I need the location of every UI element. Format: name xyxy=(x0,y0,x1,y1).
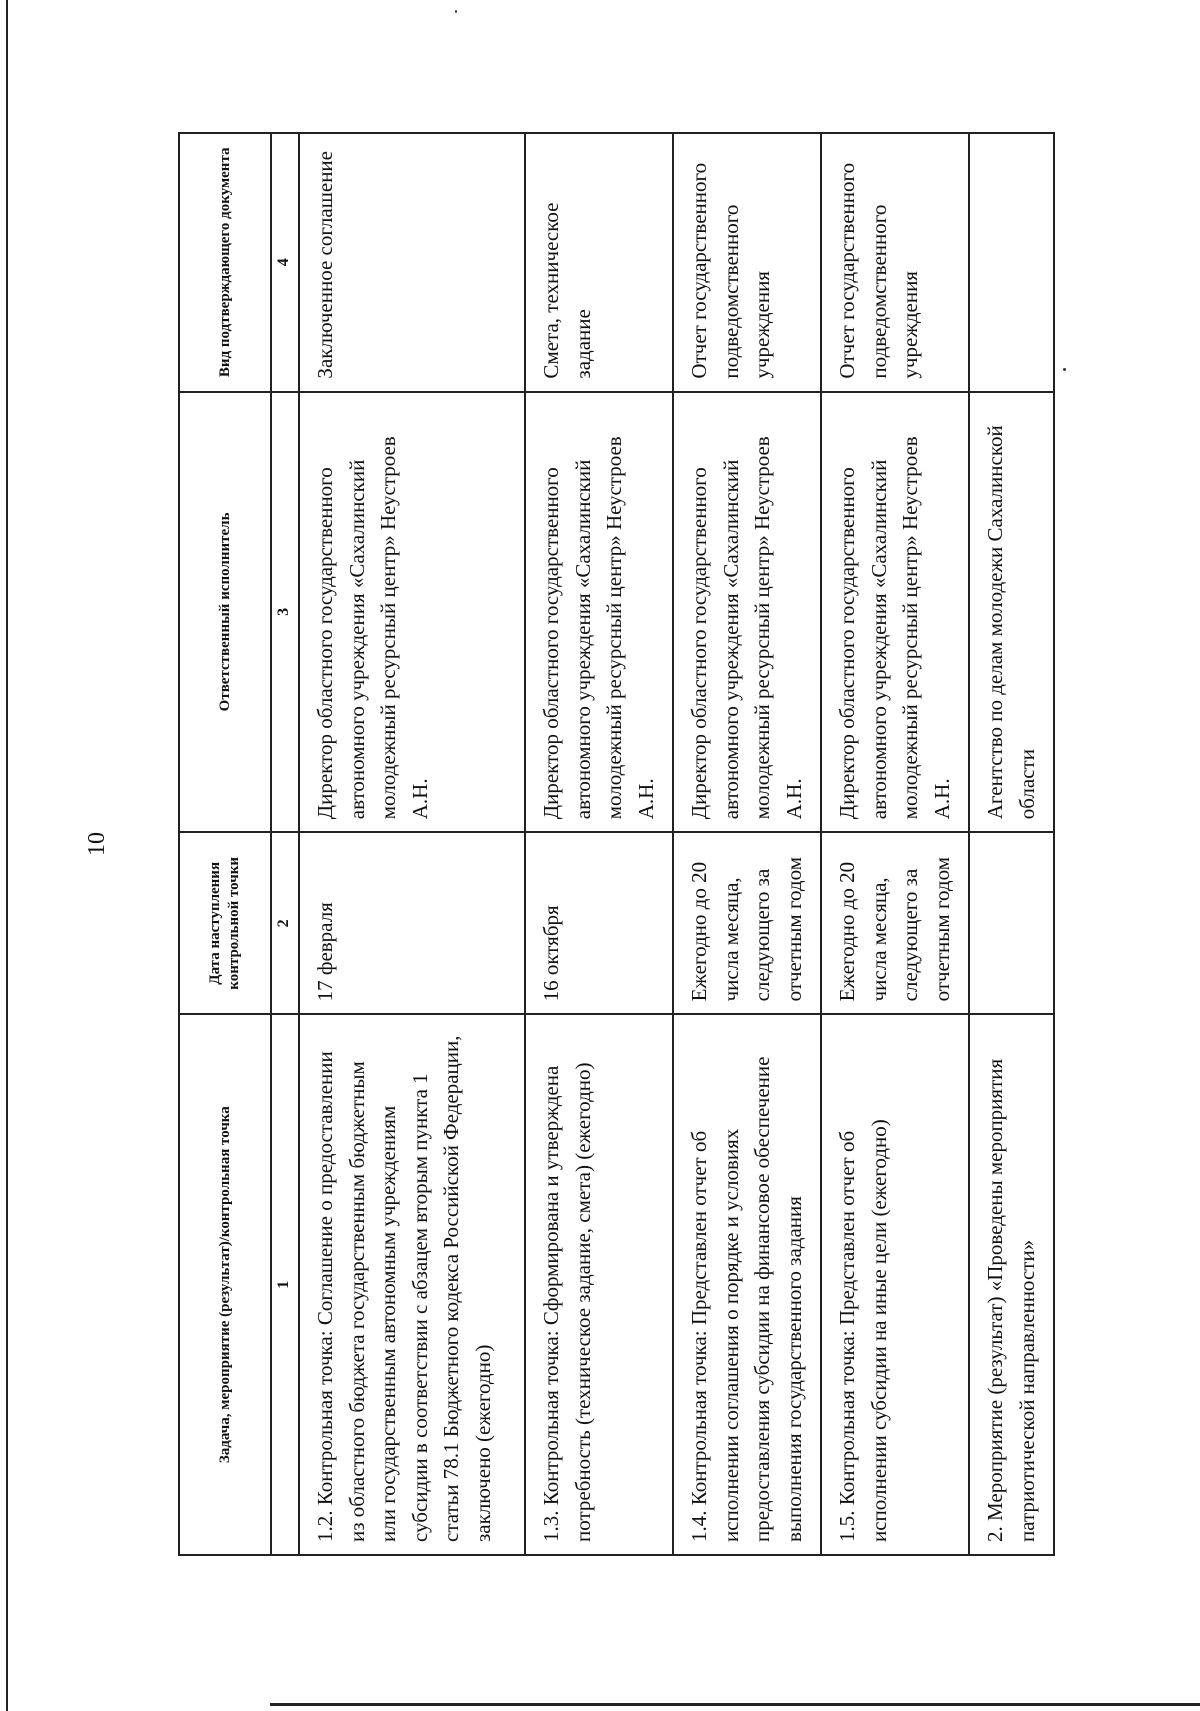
column-number: 1 xyxy=(271,1014,299,1555)
document-cell: Смета, техническое задание xyxy=(525,133,673,392)
document-cell: Заключенное соглашение xyxy=(299,133,525,392)
task-cell: 1.3. Контрольная точка: Сформирована и утверждена потребность (техническое задание, смета) (ежегодно) xyxy=(525,1014,673,1555)
column-number: 2 xyxy=(271,832,299,1014)
document-cell xyxy=(969,133,1054,392)
column-number: 3 xyxy=(271,392,299,833)
date-cell: Ежегодно до 20 числа месяца, следующего за отчетным годом xyxy=(821,832,969,1014)
executor-cell: Директор областного государственного автономного учреждения «Сахалинский молодежный ресурсный центр» Неустроев А.Н. xyxy=(821,392,969,833)
header-executor: Ответственный исполнитель xyxy=(179,392,271,833)
executor-cell: Агентство по делам молодежи Сахалинской области xyxy=(969,392,1054,833)
header-row xyxy=(179,133,271,1555)
column-number: 4 xyxy=(271,133,299,392)
column-number-row xyxy=(271,133,299,1555)
table-row xyxy=(673,133,821,1555)
header-document: Вид подтверждающего документа xyxy=(179,133,271,392)
date-cell: Ежегодно до 20 числа месяца, следующего за отчетным годом xyxy=(673,832,821,1014)
document-cell: Отчет государственного подведомственного учреждения xyxy=(821,133,969,392)
table-row xyxy=(525,133,673,1555)
header-task: Задача, мероприятие (результат)/контрольная точка xyxy=(179,1014,271,1555)
page-number: 10 xyxy=(84,832,110,856)
control-points-table xyxy=(178,132,1055,1556)
task-cell: 2. Мероприятие (результат) «Проведены мероприятия патриотической направленности» xyxy=(969,1014,1054,1555)
date-cell xyxy=(969,832,1054,1014)
task-cell: 1.2. Контрольная точка: Соглашение о предоставлении из областного бюджета государственным бюджетным или государственным автономным учреждениям субсидии в соответствии с абзацем вторым пункта 1 статьи 78.1 Бюджетного кодекса Российской Федерации, заключено (ежегодно) xyxy=(299,1014,525,1555)
executor-cell: Директор областного государственного автономного учреждения «Сахалинский молодежный ресурсный центр» Неустроев А.Н. xyxy=(673,392,821,833)
executor-cell: Директор областного государственного автономного учреждения «Сахалинский молодежный ресурсный центр» Неустроев А.Н. xyxy=(525,392,673,833)
date-cell: 16 октября xyxy=(525,832,673,1014)
task-cell: 1.4. Контрольная точка: Представлен отчет об исполнении соглашения о порядке и условиях предоставления субсидии на финансовое обеспечение выполнения государственного задания xyxy=(673,1014,821,1555)
table-row xyxy=(821,133,969,1555)
table-row xyxy=(969,133,1054,1555)
task-cell: 1.5. Контрольная точка: Представлен отчет об исполнении субсидии на иные цели (ежегодно) xyxy=(821,1014,969,1555)
executor-cell: Директор областного государственного автономного учреждения «Сахалинский молодежный ресурсный центр» Неустроев А.Н. xyxy=(299,392,525,833)
document-cell: Отчет государственного подведомственного учреждения xyxy=(673,133,821,392)
date-cell: 17 февраля xyxy=(299,832,525,1014)
header-date: Дата наступления контрольной точки xyxy=(179,832,271,1014)
table-row xyxy=(299,133,525,1555)
